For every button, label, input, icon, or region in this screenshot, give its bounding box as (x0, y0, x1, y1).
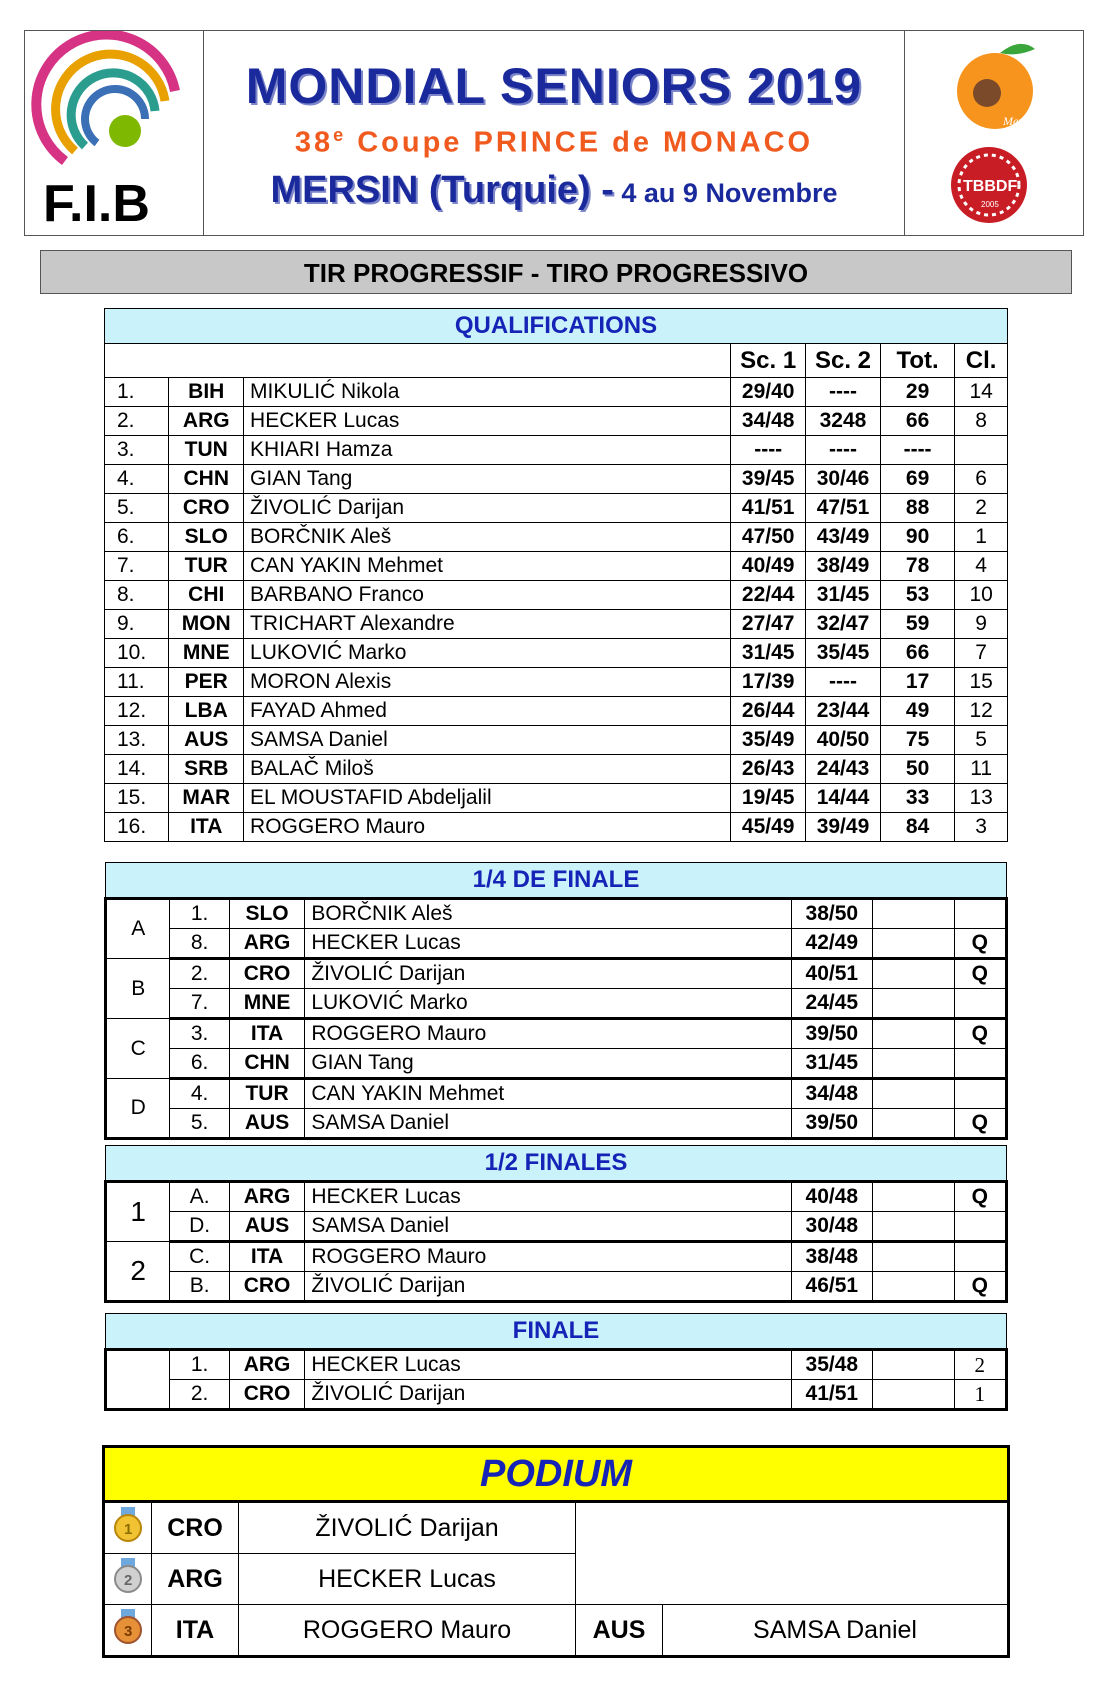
silver-medal-number: 2 (124, 1571, 133, 1589)
row-total: 66 (880, 407, 954, 436)
match-group-label: 2 (106, 1242, 170, 1302)
match-seed: 1. (170, 899, 229, 929)
row-score1: 19/45 (731, 784, 806, 813)
table-row (105, 465, 1008, 494)
row-total: 78 (880, 552, 954, 581)
final-score: 35/48 (791, 1350, 873, 1380)
qualified-mark (954, 1049, 1006, 1079)
qualified-mark (954, 1212, 1006, 1242)
final-seed: 1. (170, 1350, 229, 1380)
qualified-mark: Q (954, 1109, 1006, 1139)
podium-third-name-2: SAMSA Daniel (663, 1605, 1009, 1657)
match-seed: 6. (170, 1049, 229, 1079)
row-player-name: CAN YAKIN Mehmet (244, 552, 731, 581)
row-score1: 39/45 (731, 465, 806, 494)
row-total: 90 (880, 523, 954, 552)
row-nation: CHI (169, 581, 244, 610)
row-player-name: FAYAD Ahmed (244, 697, 731, 726)
match-score: 38/48 (791, 1242, 873, 1272)
qualifications-table (104, 308, 1008, 842)
podium-title: PODIUM (104, 1447, 1009, 1502)
row-score1: 26/44 (731, 697, 806, 726)
mersin-logo-text: Mersin (1003, 114, 1037, 128)
row-rank: 7. (105, 552, 169, 581)
row-score2: 24/43 (806, 755, 881, 784)
match-score: 39/50 (791, 1109, 873, 1139)
qualified-mark: Q (954, 1182, 1006, 1212)
match-empty-cell (873, 959, 955, 989)
row-score2: 31/45 (806, 581, 881, 610)
match-empty-cell (873, 1212, 955, 1242)
match-score: 31/45 (791, 1049, 873, 1079)
final-row (106, 1350, 1007, 1380)
row-player-name: ROGGERO Mauro (244, 813, 731, 842)
match-row (106, 1212, 1007, 1242)
match-empty-cell (873, 1049, 955, 1079)
podium-first (104, 1502, 1009, 1554)
row-classement: 15 (955, 668, 1008, 697)
podium-empty-area (576, 1502, 1009, 1605)
match-empty-cell (873, 1109, 955, 1139)
podium-third-name-1: ROGGERO Mauro (239, 1605, 576, 1657)
event-header (24, 30, 1084, 236)
row-score1: 34/48 (731, 407, 806, 436)
row-classement: 13 (955, 784, 1008, 813)
match-score: 24/45 (791, 989, 873, 1019)
row-rank: 3. (105, 436, 169, 465)
match-row (106, 1272, 1007, 1302)
row-rank: 11. (105, 668, 169, 697)
row-rank: 5. (105, 494, 169, 523)
match-seed: 2. (170, 959, 229, 989)
match-seed: 7. (170, 989, 229, 1019)
match-nation: CHN (229, 1049, 305, 1079)
row-score2: 39/49 (806, 813, 881, 842)
match-seed: B. (170, 1272, 229, 1302)
match-nation: ITA (229, 1242, 305, 1272)
row-classement: 3 (955, 813, 1008, 842)
row-score2: 40/50 (806, 726, 881, 755)
qualifications-rows (105, 378, 1008, 842)
final-empty-cell (873, 1380, 955, 1410)
table-row (105, 639, 1008, 668)
row-score2: ---- (806, 668, 881, 697)
qualified-mark: Q (954, 1019, 1006, 1049)
qualified-mark (954, 989, 1006, 1019)
match-group-label: D (106, 1079, 170, 1139)
final-score: 41/51 (791, 1380, 873, 1410)
match-nation: MNE (229, 989, 305, 1019)
quarter-final-caption: 1/4 DE FINALE (106, 863, 1007, 899)
row-score2: 43/49 (806, 523, 881, 552)
row-total: 66 (880, 639, 954, 668)
tbbdf-logo-icon (905, 139, 1083, 235)
table-row (105, 436, 1008, 465)
match-nation: AUS (229, 1212, 305, 1242)
podium-third-nation-1: ITA (152, 1605, 239, 1657)
match-empty-cell (873, 929, 955, 959)
final-player-name: ŽIVOLIĆ Darijan (305, 1380, 791, 1410)
row-player-name: SAMSA Daniel (244, 726, 731, 755)
header-spacer (105, 344, 731, 378)
row-classement: 1 (955, 523, 1008, 552)
row-score2: 14/44 (806, 784, 881, 813)
final-row (106, 1380, 1007, 1410)
gold-medal-number: 1 (124, 1520, 133, 1538)
fib-logo-cell (25, 31, 204, 235)
row-total: 49 (880, 697, 954, 726)
row-score1: 47/50 (731, 523, 806, 552)
row-rank: 12. (105, 697, 169, 726)
discipline-title: TIR PROGRESSIF - TIRO PROGRESSIVO (40, 250, 1072, 294)
row-total: 59 (880, 610, 954, 639)
final-group-cell (106, 1350, 170, 1410)
final-rows (106, 1350, 1007, 1410)
row-score2: ---- (806, 378, 881, 407)
place-name: MERSIN (Turquie) - (270, 169, 614, 211)
match-row (106, 1049, 1007, 1079)
final-nation: CRO (229, 1380, 305, 1410)
row-nation: AUS (169, 726, 244, 755)
col-total-header: Tot. (880, 344, 954, 378)
final-empty-cell (873, 1350, 955, 1380)
row-rank: 13. (105, 726, 169, 755)
row-nation: CRO (169, 494, 244, 523)
podium-second-nation: ARG (152, 1554, 239, 1605)
match-nation: CRO (229, 1272, 305, 1302)
semi-final-rows (106, 1182, 1007, 1302)
match-empty-cell (873, 1079, 955, 1109)
table-row (105, 784, 1008, 813)
match-player-name: ŽIVOLIĆ Darijan (305, 959, 791, 989)
row-total: ---- (880, 436, 954, 465)
match-row (106, 959, 1007, 989)
match-row (106, 899, 1007, 929)
row-classement: 8 (955, 407, 1008, 436)
match-empty-cell (873, 1242, 955, 1272)
col-score2-header: Sc. 2 (806, 344, 881, 378)
table-row (105, 523, 1008, 552)
row-player-name: LUKOVIĆ Marko (244, 639, 731, 668)
row-total: 50 (880, 755, 954, 784)
row-nation: MON (169, 610, 244, 639)
row-total: 88 (880, 494, 954, 523)
match-empty-cell (873, 989, 955, 1019)
row-classement: 10 (955, 581, 1008, 610)
row-player-name: MORON Alexis (244, 668, 731, 697)
row-player-name: BALAČ Miloš (244, 755, 731, 784)
match-player-name: ROGGERO Mauro (305, 1242, 791, 1272)
bronze-medal-number: 3 (124, 1622, 133, 1640)
row-classement: 14 (955, 378, 1008, 407)
match-row (106, 1182, 1007, 1212)
row-nation: MNE (169, 639, 244, 668)
row-rank: 8. (105, 581, 169, 610)
row-score2: 30/46 (806, 465, 881, 494)
row-score1: 26/43 (731, 755, 806, 784)
match-player-name: SAMSA Daniel (305, 1109, 791, 1139)
final-classement: 2 (954, 1350, 1006, 1380)
row-total: 17 (880, 668, 954, 697)
bronze-medal-icon (104, 1605, 152, 1657)
row-classement: 6 (955, 465, 1008, 494)
row-nation: SLO (169, 523, 244, 552)
row-total: 29 (880, 378, 954, 407)
match-seed: 3. (170, 1019, 229, 1049)
row-player-name: KHIARI Hamza (244, 436, 731, 465)
match-nation: CRO (229, 959, 305, 989)
match-score: 46/51 (791, 1272, 873, 1302)
table-row (105, 668, 1008, 697)
row-player-name: GIAN Tang (244, 465, 731, 494)
row-nation: TUR (169, 552, 244, 581)
row-player-name: BARBANO Franco (244, 581, 731, 610)
row-nation: CHN (169, 465, 244, 494)
row-total: 75 (880, 726, 954, 755)
match-group-label: B (106, 959, 170, 1019)
quarter-final-table (104, 862, 1008, 1140)
row-player-name: MIKULIĆ Nikola (244, 378, 731, 407)
row-classement: 2 (955, 494, 1008, 523)
row-rank: 14. (105, 755, 169, 784)
match-score: 40/51 (791, 959, 873, 989)
row-score2: 32/47 (806, 610, 881, 639)
cup-name: Coupe PRINCE de MONACO (346, 126, 814, 159)
match-nation: AUS (229, 1109, 305, 1139)
row-nation: PER (169, 668, 244, 697)
row-total: 53 (880, 581, 954, 610)
final-nation: ARG (229, 1350, 305, 1380)
sponsor-logos-cell (905, 31, 1083, 235)
row-rank: 6. (105, 523, 169, 552)
row-score2: 3248 (806, 407, 881, 436)
tbbdf-logo-year: 2005 (981, 200, 999, 209)
tbbdf-logo-text: TBBDF (963, 178, 1018, 195)
table-row (105, 755, 1008, 784)
qualified-mark: Q (954, 959, 1006, 989)
table-row (105, 378, 1008, 407)
match-empty-cell (873, 1182, 955, 1212)
match-player-name: CAN YAKIN Mehmet (305, 1079, 791, 1109)
col-rank-header: Cl. (955, 344, 1008, 378)
match-row (106, 1019, 1007, 1049)
podium-table (102, 1445, 1010, 1658)
match-group-label: A (106, 899, 170, 959)
match-group-label: C (106, 1019, 170, 1079)
row-rank: 4. (105, 465, 169, 494)
row-score1: 27/47 (731, 610, 806, 639)
table-row (105, 813, 1008, 842)
row-score2: 47/51 (806, 494, 881, 523)
match-player-name: GIAN Tang (305, 1049, 791, 1079)
semi-final-table (104, 1145, 1008, 1303)
match-seed: A. (170, 1182, 229, 1212)
match-player-name: SAMSA Daniel (305, 1212, 791, 1242)
match-score: 34/48 (791, 1079, 873, 1109)
match-score: 40/48 (791, 1182, 873, 1212)
table-row (105, 581, 1008, 610)
row-score1: 40/49 (731, 552, 806, 581)
table-row (105, 726, 1008, 755)
row-player-name: TRICHART Alexandre (244, 610, 731, 639)
row-score1: 29/40 (731, 378, 806, 407)
row-player-name: EL MOUSTAFID Abdeljalil (244, 784, 731, 813)
row-score2: 23/44 (806, 697, 881, 726)
row-total: 84 (880, 813, 954, 842)
row-nation: ITA (169, 813, 244, 842)
match-row (106, 1109, 1007, 1139)
col-score1-header: Sc. 1 (731, 344, 806, 378)
row-total: 69 (880, 465, 954, 494)
final-caption: FINALE (106, 1314, 1007, 1350)
row-nation: SRB (169, 755, 244, 784)
row-score1: 41/51 (731, 494, 806, 523)
row-score2: ---- (806, 436, 881, 465)
match-nation: ARG (229, 929, 305, 959)
quarter-final-rows (106, 899, 1007, 1139)
qualified-mark: Q (954, 1272, 1006, 1302)
event-dates: 4 au 9 Novembre (613, 178, 838, 208)
final-table (104, 1313, 1008, 1411)
qualifications-header-row (105, 344, 1008, 378)
podium-first-nation: CRO (152, 1502, 239, 1554)
match-score: 30/48 (791, 1212, 873, 1242)
match-seed: C. (170, 1242, 229, 1272)
match-nation: TUR (229, 1079, 305, 1109)
event-subtitle (204, 125, 904, 160)
podium-second-name: HECKER Lucas (239, 1554, 576, 1605)
match-seed: 5. (170, 1109, 229, 1139)
row-classement: 11 (955, 755, 1008, 784)
table-row (105, 494, 1008, 523)
silver-medal-icon (104, 1554, 152, 1605)
table-row (105, 552, 1008, 581)
qualified-mark (954, 1242, 1006, 1272)
row-total: 33 (880, 784, 954, 813)
row-rank: 2. (105, 407, 169, 436)
match-player-name: BORČNIK Aleš (305, 899, 791, 929)
row-classement: 7 (955, 639, 1008, 668)
match-player-name: ŽIVOLIĆ Darijan (305, 1272, 791, 1302)
row-classement: 12 (955, 697, 1008, 726)
final-seed: 2. (170, 1380, 229, 1410)
row-rank: 16. (105, 813, 169, 842)
row-score1: 17/39 (731, 668, 806, 697)
final-player-name: HECKER Lucas (305, 1350, 791, 1380)
fib-logo-text: F.I.B (43, 175, 150, 233)
row-player-name: BORČNIK Aleš (244, 523, 731, 552)
event-place (204, 169, 904, 212)
match-player-name: HECKER Lucas (305, 929, 791, 959)
match-seed: 8. (170, 929, 229, 959)
row-rank: 10. (105, 639, 169, 668)
row-rank: 9. (105, 610, 169, 639)
row-classement: 5 (955, 726, 1008, 755)
qualified-mark (954, 899, 1006, 929)
match-nation: ITA (229, 1019, 305, 1049)
row-score2: 38/49 (806, 552, 881, 581)
match-row (106, 929, 1007, 959)
event-title: MONDIAL SENIORS 2019 (245, 58, 863, 114)
match-row (106, 989, 1007, 1019)
row-rank: 1. (105, 378, 169, 407)
match-seed: D. (170, 1212, 229, 1242)
row-nation: MAR (169, 784, 244, 813)
match-score: 42/49 (791, 929, 873, 959)
semi-final-caption: 1/2 FINALES (106, 1146, 1007, 1182)
row-nation: ARG (169, 407, 244, 436)
match-nation: ARG (229, 1182, 305, 1212)
match-player-name: HECKER Lucas (305, 1182, 791, 1212)
qualified-mark: Q (954, 929, 1006, 959)
edition-suffix: e (333, 125, 347, 145)
final-classement: 1 (954, 1380, 1006, 1410)
row-score1: 22/44 (731, 581, 806, 610)
row-score1: 45/49 (731, 813, 806, 842)
gold-medal-icon (104, 1502, 152, 1554)
match-empty-cell (873, 1019, 955, 1049)
podium-third (104, 1605, 1009, 1657)
match-nation: SLO (229, 899, 305, 929)
table-row (105, 697, 1008, 726)
match-row (106, 1079, 1007, 1109)
row-classement: 9 (955, 610, 1008, 639)
row-score2: 35/45 (806, 639, 881, 668)
match-player-name: LUKOVIĆ Marko (305, 989, 791, 1019)
row-score1: 31/45 (731, 639, 806, 668)
match-group-label: 1 (106, 1182, 170, 1242)
table-row (105, 407, 1008, 436)
podium-first-name: ŽIVOLIĆ Darijan (239, 1502, 576, 1554)
fib-logo-icon (25, 31, 203, 235)
edition-number: 38 (294, 126, 334, 159)
row-classement (955, 436, 1008, 465)
row-nation: TUN (169, 436, 244, 465)
title-block (204, 31, 905, 235)
match-player-name: ROGGERO Mauro (305, 1019, 791, 1049)
podium-third-nation-2: AUS (576, 1605, 663, 1657)
table-row (105, 610, 1008, 639)
match-score: 38/50 (791, 899, 873, 929)
match-empty-cell (873, 1272, 955, 1302)
row-nation: BIH (169, 378, 244, 407)
match-seed: 4. (170, 1079, 229, 1109)
qualified-mark (954, 1079, 1006, 1109)
row-classement: 4 (955, 552, 1008, 581)
row-nation: LBA (169, 697, 244, 726)
mersin-logo-icon (905, 31, 1083, 141)
row-rank: 15. (105, 784, 169, 813)
match-empty-cell (873, 899, 955, 929)
qualifications-caption: QUALIFICATIONS (105, 309, 1008, 344)
row-score1: ---- (731, 436, 806, 465)
row-player-name: ŽIVOLIĆ Darijan (244, 494, 731, 523)
row-score1: 35/49 (731, 726, 806, 755)
row-player-name: HECKER Lucas (244, 407, 731, 436)
match-score: 39/50 (791, 1019, 873, 1049)
match-row (106, 1242, 1007, 1272)
